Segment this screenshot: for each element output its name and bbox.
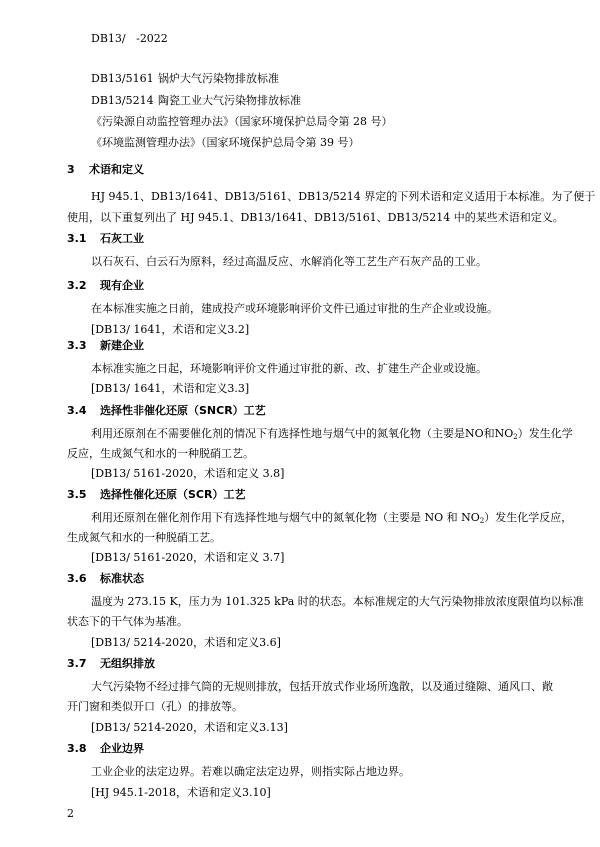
term-heading xyxy=(67,404,266,417)
reference-title: 陶瓷工业大气污染物排放标准 xyxy=(158,94,301,107)
reference-code: DB13/5161 xyxy=(91,72,154,85)
term-title: 新建企业 xyxy=(100,339,144,352)
reference-title: 锅炉大气污染物排放标准 xyxy=(158,72,279,85)
term-definition: 大气污染物不经过排气筒的无规则排放，包括开放式作业场所逸散，以及通过缝隙、通风口、敞 xyxy=(91,680,553,693)
term-source: [DB13/ 1641，术语和定义3.3] xyxy=(91,382,250,395)
term-title: 现有企业 xyxy=(100,279,144,292)
reference-line xyxy=(91,72,279,85)
term-number: 3.2 xyxy=(67,279,87,292)
term-heading xyxy=(67,279,144,292)
section-intro-line: 使用，以下重复列出了 HJ 945.1、DB13/1641、DB13/5161、DB13/5214 中的某些术语和定义。 xyxy=(67,211,564,224)
term-number: 3.1 xyxy=(67,232,87,245)
reference-code: DB13/5214 xyxy=(91,94,154,107)
term-heading xyxy=(67,742,144,755)
term-definition: 本标准实施之日起，环境影响评价文件通过审批的新、改、扩建生产企业或设施。 xyxy=(91,362,487,375)
section-heading xyxy=(67,163,144,176)
term-title: 石灰工业 xyxy=(100,232,144,245)
term-heading xyxy=(67,488,245,501)
term-heading xyxy=(67,339,144,352)
term-heading xyxy=(67,572,144,585)
term-source: [HJ 945.1-2018，术语和定义3.10] xyxy=(91,786,271,799)
subscript: 2 xyxy=(479,517,485,525)
term-definition: 状态下的干气体为基准。 xyxy=(67,615,188,628)
term-heading xyxy=(67,657,155,670)
regulation-line: 《环境监测管理办法》（国家环境保护总局令第 39 号） xyxy=(91,136,360,149)
term-definition: 在本标准实施之日前，建成投产或环境影响评价文件已通过审批的生产企业或设施。 xyxy=(91,302,498,315)
term-number: 3.6 xyxy=(67,572,87,585)
term-number: 3.7 xyxy=(67,657,87,670)
term-source: [DB13/ 5214-2020，术语和定义3.6] xyxy=(91,636,281,649)
regulation-line: 《污染源自动监控管理办法》（国家环境保护总局令第 28 号） xyxy=(91,115,393,128)
term-definition: 以石灰石、白云石为原料，经过高温反应、水解消化等工艺生产石灰产品的工业。 xyxy=(91,255,487,268)
term-number: 3.4 xyxy=(67,404,87,417)
term-title: 选择性催化还原（SCR）工艺 xyxy=(100,488,246,501)
term-definition xyxy=(91,511,572,528)
subscript: 2 xyxy=(513,433,518,441)
term-source: [DB13/ 1641，术语和定义3.2] xyxy=(91,323,250,336)
term-source: [DB13/ 5161-2020，术语和定义 3.7] xyxy=(91,551,285,564)
term-title: 标准状态 xyxy=(100,572,144,585)
section-number: 3 xyxy=(67,163,75,176)
section-title: 术语和定义 xyxy=(89,163,144,176)
page-number: 2 xyxy=(67,807,74,820)
term-definition: 温度为 273.15 K，压力为 101.325 kPa 时的状态。本标准规定的大气污染物排放浓度限值均以标准 xyxy=(91,595,584,608)
term-definition: 工业企业的法定边界。若难以确定法定边界，则指实际占地边界。 xyxy=(91,765,410,778)
term-title: 选择性非催化还原（SNCR）工艺 xyxy=(100,404,266,417)
term-number: 3.5 xyxy=(67,488,87,501)
term-definition: 开门窗和类似开口（孔）的排放等。 xyxy=(67,700,243,713)
term-definition: 生成氮气和水的一种脱硝工艺。 xyxy=(67,531,221,544)
reference-line xyxy=(91,94,301,107)
term-title: 无组织排放 xyxy=(100,657,155,670)
term-definition-text: ）发生化学 xyxy=(517,427,573,440)
term-definition-text: 利用还原剂在不需要催化剂的情况下有选择性地与烟气中的氮氧化物（主要是NO和NO xyxy=(91,427,514,440)
term-heading xyxy=(67,232,144,245)
section-intro-line: HJ 945.1、DB13/1641、DB13/5161、DB13/5214 界定的下列术语和定义适用于本标准。为了便于 xyxy=(91,190,596,203)
term-definition: 反应，生成氮气和水的一种脱硝工艺。 xyxy=(67,447,254,460)
term-number: 3.3 xyxy=(67,339,87,352)
term-number: 3.8 xyxy=(67,742,87,755)
term-source: [DB13/ 5161-2020，术语和定义 3.8] xyxy=(91,467,285,480)
standard-code-header: DB13/ -2022 xyxy=(91,32,168,45)
term-definition xyxy=(91,427,573,444)
term-definition-text: ）发生化学反应， xyxy=(484,511,573,524)
term-definition-text: 利用还原剂在催化剂作用下有选择性地与烟气中的氮氧化物（主要是 NO 和 NO xyxy=(91,511,480,524)
term-source: [DB13/ 5214-2020，术语和定义3.13] xyxy=(91,721,288,734)
term-title: 企业边界 xyxy=(100,742,144,755)
